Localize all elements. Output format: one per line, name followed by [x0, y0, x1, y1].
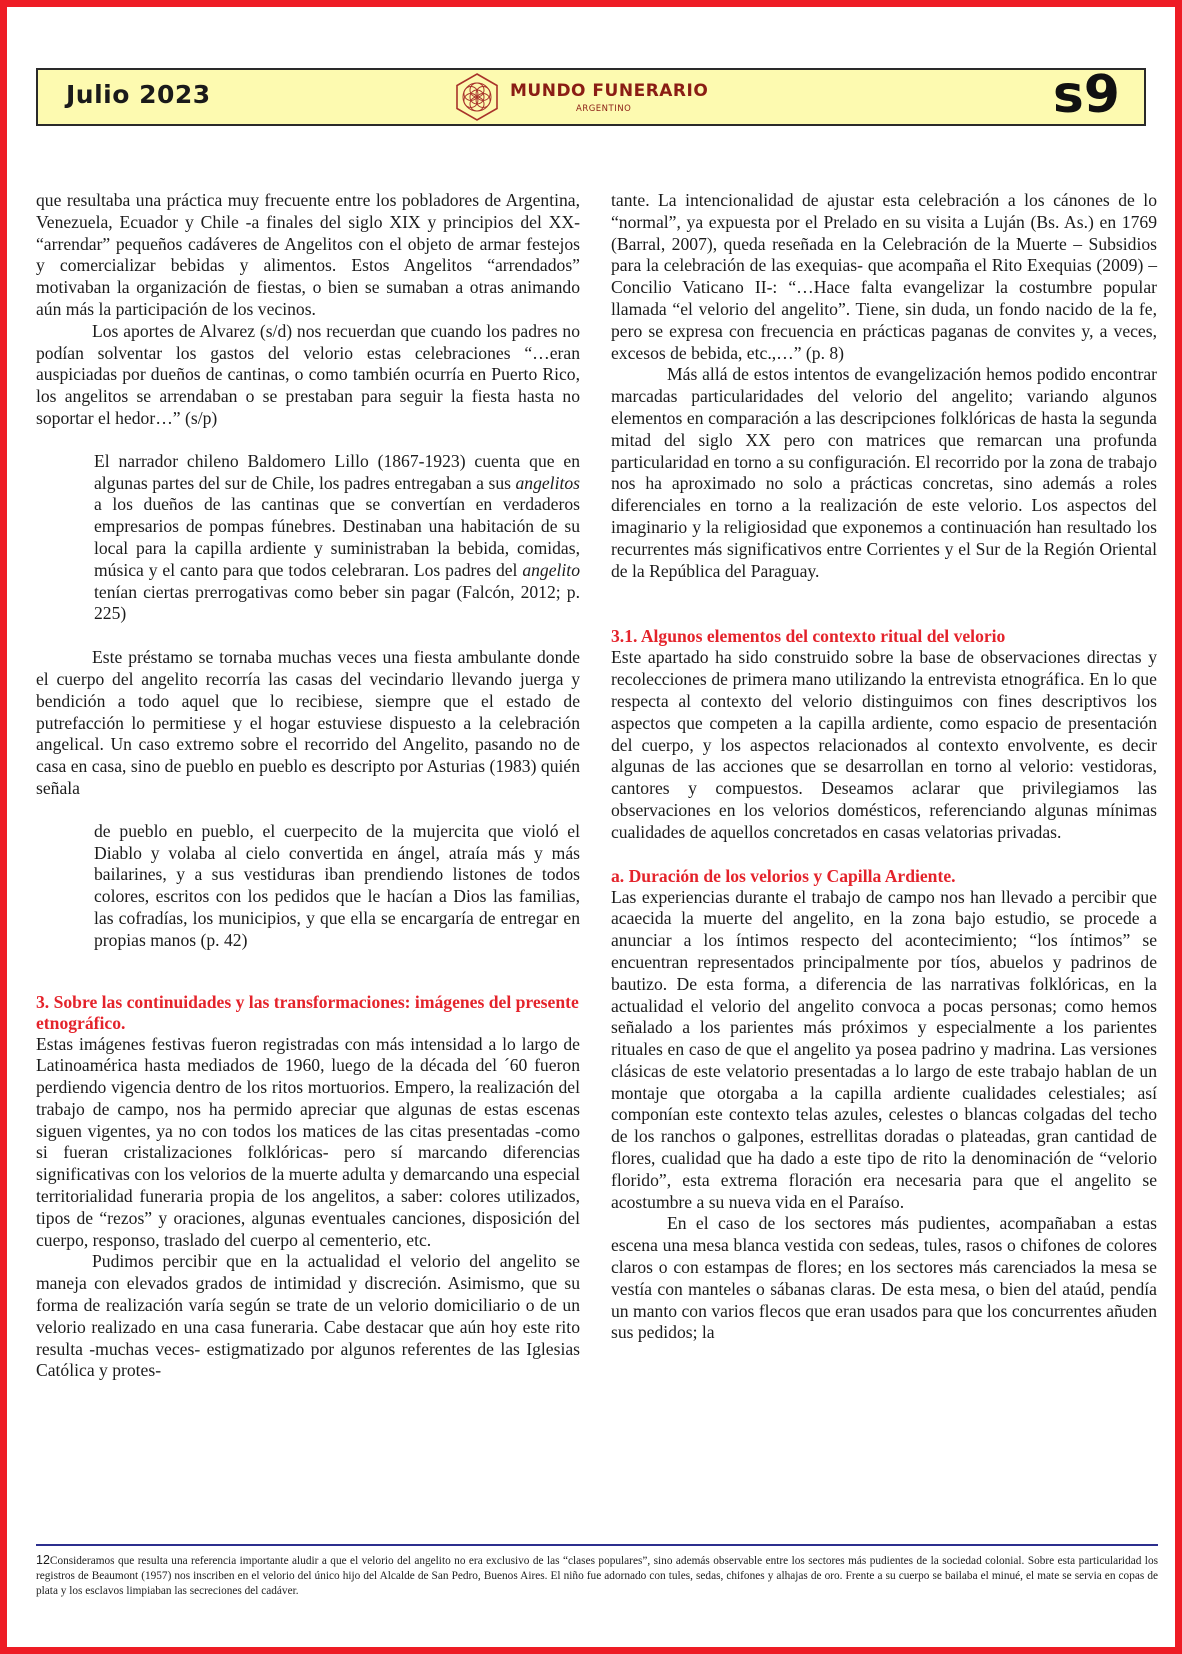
logo-subtitle: ARGENTINO — [576, 104, 632, 114]
footnote-text: Consideramos que resulta una referencia importante aludir a que el velorio del angelito no era exclusivo de las “clases populares”, sino además observable entre los sectores más pudientes de la sociedad colonial. Sobre esta particularidad los registros de Beaumont (1957) nos inscriben en el velorio del único hijo del Alcalde de San Pedro, Buenos Aires. El niño fue adornado con tules, sedas, chifones y alhajas de oro. Frente a su cuerpo se bailaba el minué, el mate se servia en copas de plata y los esclavos limpiaban las secreciones del cadáver. — [36, 1555, 1158, 1597]
paragraph: Este préstamo se tornaba muchas veces una fiesta ambulante donde el cuerpo del angelito recorría las casas del vecindario llevando juerga y bendición a todo aquel que lo recibiese, siempre que el estado de putrefacción lo permitiese y el hogar estuviese dispuesto a la celebración angelical. Un caso extremo sobre el recorrido del Angelito, pasando no de casa en casa, sino de pueblo en pueblo es descripto por Asturias (1983) quién señala — [36, 647, 580, 798]
issue-date: Julio 2023 — [66, 80, 211, 109]
paragraph: Estas imágenes festivas fueron registradas con más intensidad a lo largo de Latinoamérica hasta mediados de 1960, luego de la década del ´60 fueron perdiendo vigencia dentro de los ritos mortuorios. Empero, la realización del trabajo de campo, nos ha permido apreciar que algunas de estas escenas siguen vigentes, ya no con todos los matices de las citas presentadas -como si fueran cristalizaciones folklóricas- pero sí marcando diferencias significativas con los velorios de la muerte adulta y demarcando una especial territorialidad funeraria propia de los angelitos, a saber: colores utilizados, tipos de “rezos” y oraciones, algunas eventuales canciones, disposición del cuerpo, responso, traslado del cuerpo al cementerio, etc. — [36, 1033, 580, 1250]
footnote-number: 12 — [36, 1553, 50, 1567]
footnote — [36, 1553, 1158, 1599]
section-heading: 3. Sobre las continuidades y las transformaciones: imágenes del presente etnográfico. — [36, 991, 579, 1033]
page-number: s9 — [1052, 65, 1120, 125]
publication-logo — [452, 72, 752, 124]
block-quote: de pueblo en pueblo, el cuerpecito de la mujercita que violó el Diablo y volaba al cielo convertida en ángel, atraía más y más bailarines, y a sus vestiduras iban prendiendo listones de todos colores, escritos con los pedidos que le hacían a Dios las familias, las cofradías, los municipios, y que ella se encargaría de entregar en propias manos (p. 42) — [94, 820, 580, 950]
subsection-heading: a. Duración de los velorios y Capilla Ardiente. — [611, 865, 956, 886]
paragraph: Pudimos percibir que en la actualidad el velorio del angelito se maneja con elevados grados de intimidad y discreción. Asimismo, que su forma de realización varía según se trate de un velorio domiciliario o de un velorio realizado en una casa funeraria. Cabe destacar que aún hoy este rito resulta -muchas veces- estigmatizado por algunos referentes de las Iglesias Católica y protes- — [36, 1251, 580, 1381]
paragraph: Este apartado ha sido construido sobre la base de observaciones directas y recolecciones de primera mano utilizando la entrevista etnográfica. En lo que respecta al contexto del velorio distinguimos con fines descriptivos los aspectos que competen a la capilla ardiente, como espacio de presentación del cuerpo, y los aspectos relacionados al contexto envolvente, es decir algunas de las acciones que se desarrollan en torno al velorio: vestidoras, cantores y compuestos. Deseamos aclarar que privilegiamos las observaciones en los velorios domésticos, referenciando algunas mínimas cualidades de aquellos concretados en casas velatorias privadas. — [611, 647, 1157, 842]
flower-of-life-logo-icon — [452, 72, 502, 122]
left-column — [36, 190, 580, 1382]
logo-title: MUNDO FUNERARIO — [510, 81, 709, 101]
paragraph: Más allá de estos intentos de evangelización hemos podido encontrar marcadas particularidades del velorio del angelito; variando algunos elementos en comparación a las descripciones folklóricas de hasta la segunda mitad del siglo XX pero con matrices que remarcan una profunda particularidad en torno a su configuración. El recorrido por la zona de trabajo nos ha aproximado no solo a prácticas concretas, sino además a roles diferenciales en torno a la realización de este velorio. Los aspectos del imaginario y la religiosidad que exponemos a continuación han resultado los recurrentes más significativos entre Corrientes y el Sur de la Región Oriental de la República del Paraguay. — [611, 364, 1157, 581]
paragraph: Las experiencias durante el trabajo de campo nos han llevado a percibir que acaecida la muerte del angelito, en la zona bajo estudio, se procede a anunciar a los íntimos respecto del acontecimiento; “los íntimos” se encuentran representados principalmente por tíos, abuelos y padrinos de bautizo. De esta forma, a diferencia de las narrativas folklóricas, en la actualidad el velorio del angelito convoca a pocas personas; como hemos señalado a los parientes más próximos y especialmente a los parientes rituales en caso de que el angelito ya posea padrino y madrina. Las versiones clásicas de este velatorio presentadas a lo largo de este trabajo hablan de un montaje que otorgaba a la capilla ardiente cualidades celestiales; así componían este contexto telas azules, celestes o blancas colgadas del techo de los ranchos o galpones, estrellitas doradas o plateadas, gran cantidad de flores, cualidad que ha dado a este tipo de rito la denominación de “velorio florido”, esta extrema floración era necesaria para que el angelito se acostumbre a su nueva vida en el Paraíso. — [611, 886, 1157, 1212]
paragraph: tante. La intencionalidad de ajustar esta celebración a los cánones de lo “normal”, ya expuesta por el Prelado en su visita a Luján (Bs. As.) en 1769 (Barral, 2007), queda reseñada en la Celebración de la Muerte – Subsidios para la celebración de las exequias- que acompaña el Rito Exequias (2009) –Concilio Vaticano II-: “…Hace falta evangelizar la costumbre popular llamada “el velorio del angelito”. Tiene, sin duda, un fondo nacido de la fe, pero se expresa con frecuencia en prácticas paganas de convites y, a veces, excesos de bebida, etc.,…” (p. 8) — [611, 190, 1157, 363]
paragraph: En el caso de los sectores más pudientes, acompañaban a estas escena una mesa blanca vestida con sedeas, tules, rasos o chifones de colores claros o con estampas de flores; en los sectores más carenciados la mesa se vestía con manteles o sábanas claras. De esta mesa, o bien del ataúd, pendía un manto con varios flecos que eran usados para que los concurrentes añuden sus pedidos; la — [611, 1213, 1157, 1343]
right-column — [611, 190, 1157, 1344]
paragraph: que resultaba una práctica muy frecuente entre los pobladores de Argentina, Venezuela, Ecuador y Chile -a finales del siglo XIX y principios del XX- “arrendar” pequeños cadáveres de Angelitos con el objeto de armar festejos y comercializar bebidas y alimentos. Estos Angelitos “arrendados” motivaban la organización de fiestas, o bien se sumaban a otras animando aún más la participación de los vecinos. — [36, 190, 580, 319]
paragraph: Los aportes de Alvarez (s/d) nos recuerdan que cuando los padres no podían solventar los gastos del velorio estas celebraciones “…eran auspiciadas por dueños de cantinas, o como también ocurría en Puerto Rico, los angelitos se arrendaban o se prestaban para seguir la fiesta hasta no soportar el hedor…” (s/p) — [36, 320, 580, 428]
subsection-heading: 3.1. Algunos elementos del contexto ritual del velorio — [611, 626, 1006, 647]
footnote-divider — [36, 1544, 1158, 1546]
page-header — [36, 65, 1146, 126]
block-quote: El narrador chileno Baldomero Lillo (1867-1923) cuenta que en algunas partes del sur de Chile, los padres entregaban a sus angelitos a los dueños de las cantinas que se convertían en verdaderos empresarios de pompas fúnebres. Destinaban una habitación de su local para la capilla ardiente y suministraban la bebida, comidas, música y el canto para que todos celebraran. Los padres del angelito tenían ciertas prerrogativas como beber sin pagar (Falcón, 2012; p. 225) — [94, 450, 580, 624]
